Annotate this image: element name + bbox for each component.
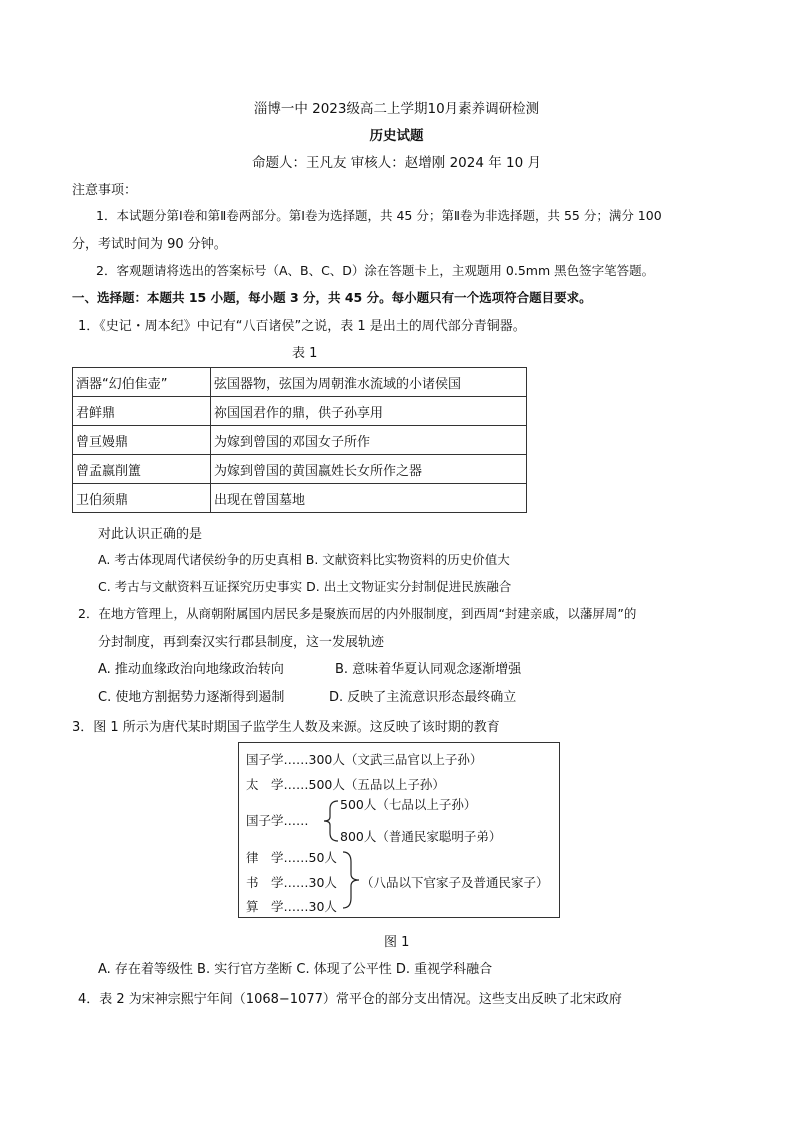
q2-option-b: B. 意味着华夏认同观念逐渐增强 [335,662,522,677]
q3-figure-caption: 图 1 [384,935,410,950]
table-cell-name: 曾亘嫚鼎 [73,426,211,455]
table-cell-desc: 为嫁到曾国的黄国嬴姓长女所作之器 [211,455,527,484]
table-cell-desc: 为嫁到曾国的邓国女子所作 [211,426,527,455]
table-row [73,368,527,397]
table-cell-name: 酒器“幻伯隹壶” [73,368,211,397]
figure-row-suanxue: 算 学……30人 [246,899,337,914]
q1-table-caption: 表 1 [292,346,318,361]
section-1-heading: 一、选择题：本题共 15 小题，每小题 3 分，共 45 分。每小题只有一个选项符合题目要求。 [72,290,592,305]
q3-figure [238,742,560,918]
q2-option-a: A. 推动血缘政治向地缘政治转向 [98,662,284,677]
q2-option-c: C. 使地方割据势力逐渐得到遏制 [98,690,285,705]
table-cell-desc: 弦国器物，弦国为周朝淮水流域的小诸侯国 [211,368,527,397]
figure-row-simenxue-a: 500人（七品以上子孙） [340,797,477,812]
table-row [73,455,527,484]
table-cell-name: 卫伯须鼎 [73,484,211,513]
q2-stem-line-2: 分封制度，再到秦汉实行郡县制度，这一发展轨迹 [98,635,385,650]
table-cell-name: 曾孟嬴削簠 [73,455,211,484]
q3-options: A. 存在着等级性 B. 实行官方垄断 C. 体现了公平性 D. 重视学科融合 [98,962,493,977]
q3-stem: 3．图 1 所示为唐代某时期国子监学生人数及来源。这反映了该时期的教育 [72,720,500,735]
exam-authors: 命题人：王凡友 审核人：赵增刚 2024 年 10 月 [252,155,541,171]
figure-row-simenxue-label: 国子学…… [246,813,309,828]
q2-option-d: D. 反映了主流意识形态最终确立 [329,690,517,705]
notes-heading: 注意事项： [72,183,138,198]
q2-stem-line-1: 2．在地方管理上，从商朝附属国内居民多是聚族而居的内外服制度，到西周“封建亲戚，以藩屏周”的 [78,606,637,621]
q4-stem: 4．表 2 为宋神宗熙宁年间（1068−1077）常平仓的部分支出情况。这些支出反映了北宋政府 [78,992,622,1007]
table-row [73,397,527,426]
notes-item-1-line-2: 分，考试时间为 90 分钟。 [72,237,227,252]
figure-brace-lower [341,850,361,910]
notes-item-2: 2．客观题请将选出的答案标号（A、B、C、D）涂在答题卡上，主观题用 0.5mm 黑色签字笔答题。 [96,263,655,278]
table-cell-desc: 祢国国君作的鼎，供子孙享用 [211,397,527,426]
q1-question: 对此认识正确的是 [98,527,203,542]
q1-options-ab: A. 考古体现周代诸侯纷争的历史真相 B. 文献资料比实物资料的历史价值大 [98,552,510,567]
figure-row-guozixue: 国子学……300人（文武三品官以上子孙） [246,752,483,767]
table-row [73,484,527,513]
table-cell-name: 君鲜鼎 [73,397,211,426]
table-cell-desc: 出现在曾国墓地 [211,484,527,513]
q1-options-cd: C. 考古与文献资料互证探究历史事实 D. 出土文物证实分封制促进民族融合 [98,579,512,594]
q1-table [72,367,527,513]
figure-row-lvxue: 律 学……50人 [246,850,337,865]
figure-row-shuxue: 书 学……30人 [246,875,337,890]
exam-subtitle: 历史试题 [369,128,424,144]
table-row [73,426,527,455]
q1-stem: 1．《史记・周本纪》中记有“八百诸侯”之说，表 1 是出土的周代部分青铜器。 [78,319,526,334]
notes-item-1-line-1: 1．本试题分第Ⅰ卷和第Ⅱ卷两部分。第Ⅰ卷为选择题，共 45 分；第Ⅱ卷为非选择题，共 55 分；满分 100 [96,208,662,223]
figure-row-simenxue-b: 800人（普通民家聪明子弟） [340,829,502,844]
figure-brace-upper [322,799,340,843]
figure-row-taixue: 太 学……500人（五品以上子孙） [246,777,445,792]
exam-title: 淄博一中 2023级高二上学期10月素养调研检测 [253,101,540,117]
figure-group-note: （八品以下官家子及普通民家子） [361,875,549,890]
